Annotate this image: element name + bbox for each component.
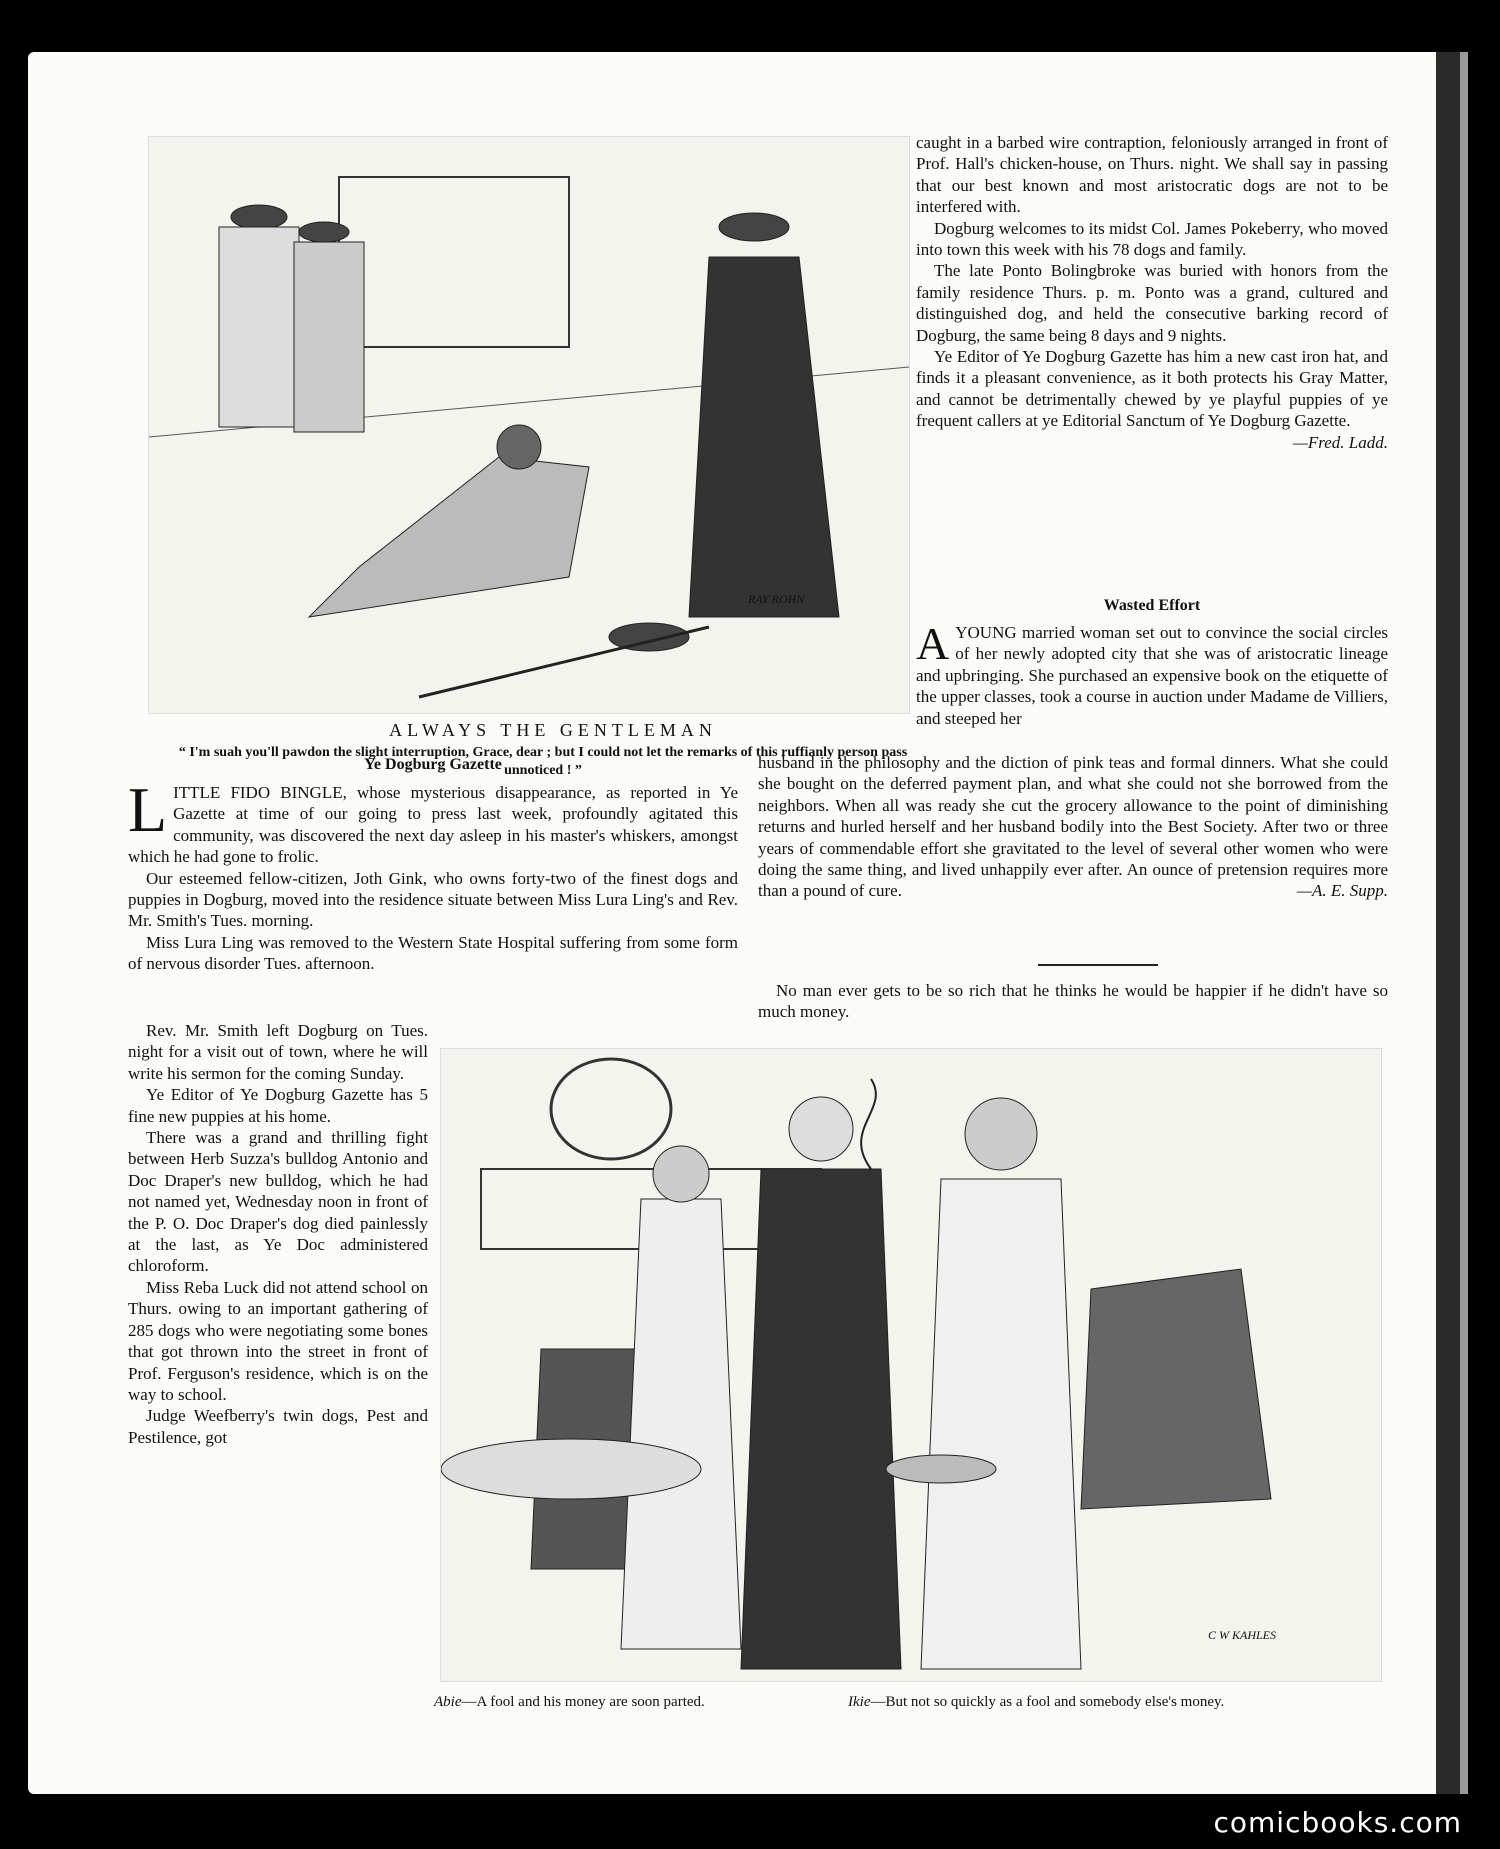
gazette-heading: Ye Dogburg Gazette xyxy=(364,756,502,773)
paragraph: No man ever gets to be so rich that he thinks he would be happier if he didn't have so much money. xyxy=(758,981,1388,1022)
right-column-top xyxy=(916,132,1388,453)
signature: —Fred. Ladd. xyxy=(1292,432,1388,452)
bottom-artist-signature: C W KAHLES xyxy=(1208,1628,1277,1642)
drop-cap: L xyxy=(128,774,168,845)
magazine-page xyxy=(28,52,1460,1794)
divider-rule xyxy=(1038,964,1158,966)
bottom-caption-right xyxy=(848,1692,1408,1713)
paragraph: Miss Lura Ling was removed to the Western State Hospital suffering from some form of nervous disorder Tues. afternoon. xyxy=(128,932,738,974)
quip xyxy=(758,980,1388,1023)
top-caption-title: ALWAYS THE GENTLEMAN xyxy=(389,720,717,740)
top-artist-signature: RAY ROHN xyxy=(748,592,805,606)
caption xyxy=(434,1692,834,1713)
paragraph xyxy=(128,774,738,868)
paragraph xyxy=(916,346,1388,452)
paragraph: The late Ponto Bolingbroke was buried with honors from the family residence Thurs. p. m. Ponto was a grand, cultured and distinguished dog, and held the consecutive barking record of Dogburg, the same being 8 days and 9 nights. xyxy=(916,261,1388,345)
paragraph: Rev. Mr. Smith left Dogburg on Tues. night for a visit out of town, where he will write his sermon for the coming Sunday. xyxy=(128,1021,428,1083)
paragraph: There was a grand and thrilling fight between Herb Suzza's bulldog Antonio and Doc Draper's new bulldog, which he had not named yet, Wednesday noon in front of the P. O. Doc Draper's dog died painlessly at the last, as Ye Doc administered chloroform. xyxy=(128,1128,428,1276)
paragraph xyxy=(916,618,1388,729)
gazette-body xyxy=(128,774,738,975)
paragraph-text: YOUNG married woman set out to convince the social circles of her newly adopted city that she was of aristocratic lineage and upbringing. She purchased an expensive book on the etiquette of the upper classes, took a course in auction under Madame de Villiers, and steeped her xyxy=(916,623,1388,728)
paragraph: Our esteemed fellow-citizen, Joth Gink, who owns forty-two of the finest dogs and puppies in Dogburg, moved into the residence situate between Miss Lura Ling's and Rev. Mr. Smith's Tues. morning. xyxy=(128,868,738,931)
illustration-club-room xyxy=(440,1048,1382,1682)
caption xyxy=(848,1692,1408,1713)
paragraph: Judge Weefberry's twin dogs, Pest and Pestilence, got xyxy=(128,1406,428,1447)
page-spine-edge xyxy=(1460,52,1468,1794)
top-caption-quote: “ I'm suah you'll pawdon the slight interruption, Grace, dear ; but I could not let the remarks of this ruffianly person pass unnoticed ! ” xyxy=(178,745,908,778)
gazette-narrow-column xyxy=(128,1020,428,1448)
paragraph: Ye Editor of Ye Dogburg Gazette has 5 fine new puppies at his home. xyxy=(128,1085,428,1126)
caption-text: —But not so quickly as a fool and somebody else's money. xyxy=(870,1694,1225,1710)
paragraph: caught in a barbed wire contraption, feloniously arranged in front of Prof. Hall's chicken-house, on Thurs. night. We shall say in passing that our best known and most aristocratic dogs are not to be interfered with. xyxy=(916,133,1388,217)
bottom-caption-left xyxy=(434,1692,834,1713)
wasted-effort-continued xyxy=(758,752,1388,902)
speaker: Abie xyxy=(434,1694,462,1710)
caption-text: —A fool and his money are soon parted. xyxy=(461,1694,705,1710)
watermark: comicbooks.com xyxy=(1213,1806,1462,1839)
paragraph xyxy=(758,752,1388,902)
paragraph-text: ITTLE FIDO BINGLE, whose mysterious disappearance, as reported in Ye Gazette at time of our going to press last week, profoundly agitated this community, was discovered the next day asleep in his master's whiskers, amongst which he had gone to frolic. xyxy=(128,783,738,867)
paragraph: Dogburg welcomes to its midst Col. James Pokeberry, who moved into town this week with his 78 dogs and family. xyxy=(916,218,1388,260)
paragraph-text: Ye Editor of Ye Dogburg Gazette has him a new cast iron hat, and finds it a pleasant convenience, as it both protects his Gray Matter, and cannot be detrimentally chewed by ye playful puppies of ye frequent callers at ye Editorial Sanctum of Ye Dogburg Gazette. xyxy=(916,347,1388,431)
wasted-effort-heading: Wasted Effort xyxy=(1103,597,1201,614)
signature: —A. E. Supp. xyxy=(1296,881,1388,901)
paragraph-text: husband in the philosophy and the diction of pink teas and formal dinners. What she could she bought on the deferred payment plan, and what she could not she borrowed from the neighbors. When all was ready she cut the grocery allowance to the point of diminishing returns and hurled herself and her husband bodily into the Best Society. After two or three years of commendable effort she gravitated to the level of several other women who were doing the same thing, and lived unhappily ever after. An ounce of pretension requires more than a pound of cure. xyxy=(758,753,1388,901)
paragraph: Miss Reba Luck did not attend school on Thurs. owing to an important gathering of 285 dogs who were negotiating some bones that got thrown into the street in front of Prof. Ferguson's residence, which is on the way to school. xyxy=(128,1277,428,1404)
illustration-always-the-gentleman xyxy=(148,136,910,714)
speaker: Ikie xyxy=(848,1694,871,1710)
wasted-effort-body xyxy=(916,618,1388,729)
drop-cap: A xyxy=(916,618,950,669)
